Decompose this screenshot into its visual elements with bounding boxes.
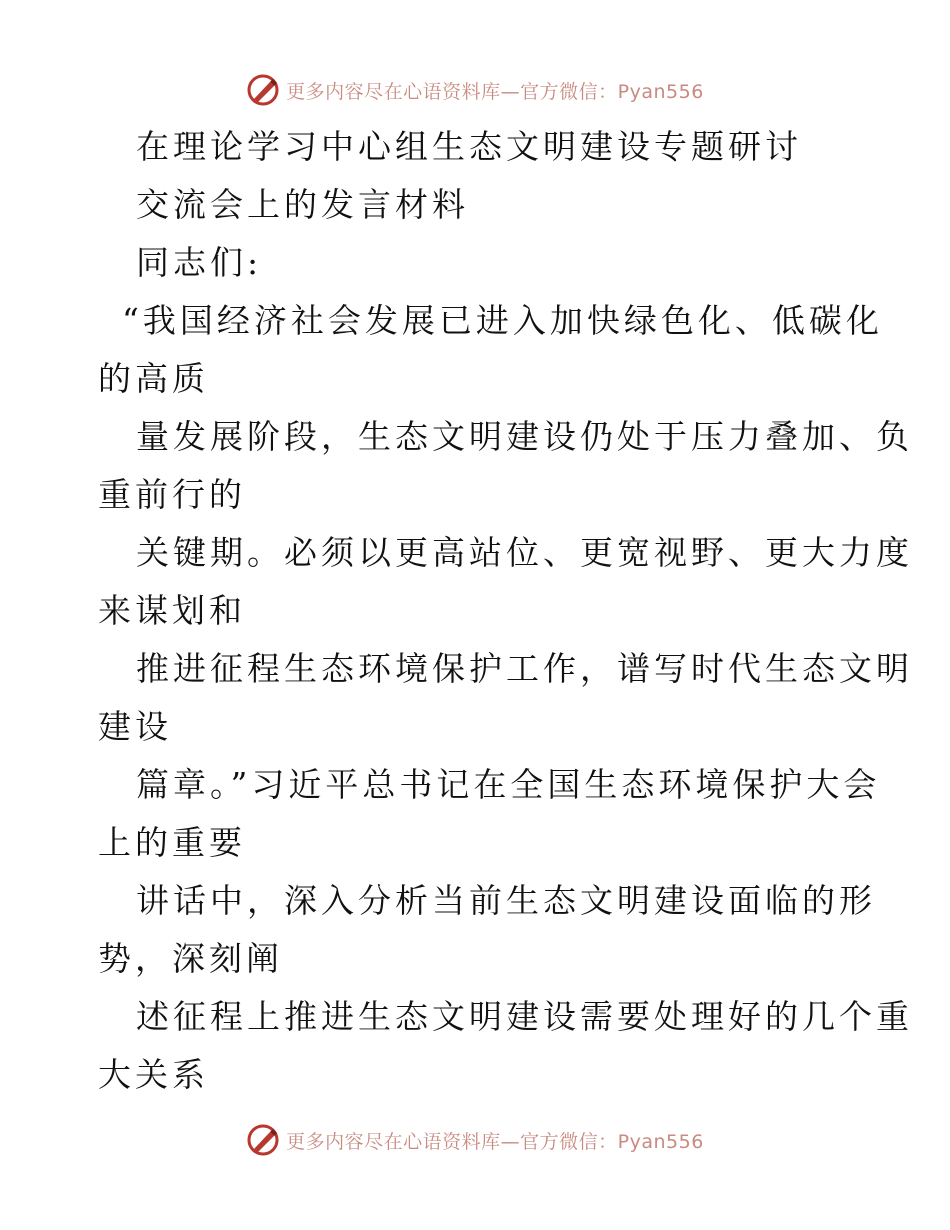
paragraph-line: 建设 — [98, 707, 172, 746]
pen-logo-icon — [246, 73, 280, 107]
document-body — [98, 118, 913, 1104]
paragraph-line: 量发展阶段，生态文明建设仍处于压力叠加、负 — [136, 417, 913, 456]
paragraph-line: 的高质 — [98, 359, 209, 398]
paragraph-line: 大关系 — [98, 1055, 209, 1094]
doc-title-line-2: 交流会上的发言材料 — [136, 185, 469, 224]
paragraph-line: 上的重要 — [98, 823, 246, 862]
watermark-text: 更多内容尽在心语资料库—官方微信：Pyan556 — [286, 1130, 704, 1153]
watermark-text: 更多内容尽在心语资料库—官方微信：Pyan556 — [286, 80, 704, 103]
paragraph-line: 述征程上推进生态文明建设需要处理好的几个重 — [136, 997, 913, 1036]
paragraph-line: 讲话中，深入分析当前生态文明建设面临的形 — [136, 881, 876, 920]
paragraph-line: 重前行的 — [98, 475, 246, 514]
paragraph-line: 篇章。”习近平总书记在全国生态环境保护大会 — [136, 765, 881, 804]
paragraph-line: “我国经济社会发展已进入加快绿色化、低碳化 — [122, 301, 883, 340]
paragraph-line: 来谋划和 — [98, 591, 246, 630]
watermark-header — [0, 70, 950, 110]
paragraph-line: 关键期。必须以更高站位、更宽视野、更大力度 — [136, 533, 913, 572]
paragraph-line: 势，深刻阐 — [98, 939, 283, 978]
doc-title-line-1: 在理论学习中心组生态文明建设专题研讨 — [136, 127, 802, 166]
pen-logo-icon — [246, 1123, 280, 1157]
salutation: 同志们: — [136, 243, 263, 282]
paragraph-line: 推进征程生态环境保护工作，谱写时代生态文明 — [136, 649, 913, 688]
watermark-footer — [0, 1120, 950, 1160]
